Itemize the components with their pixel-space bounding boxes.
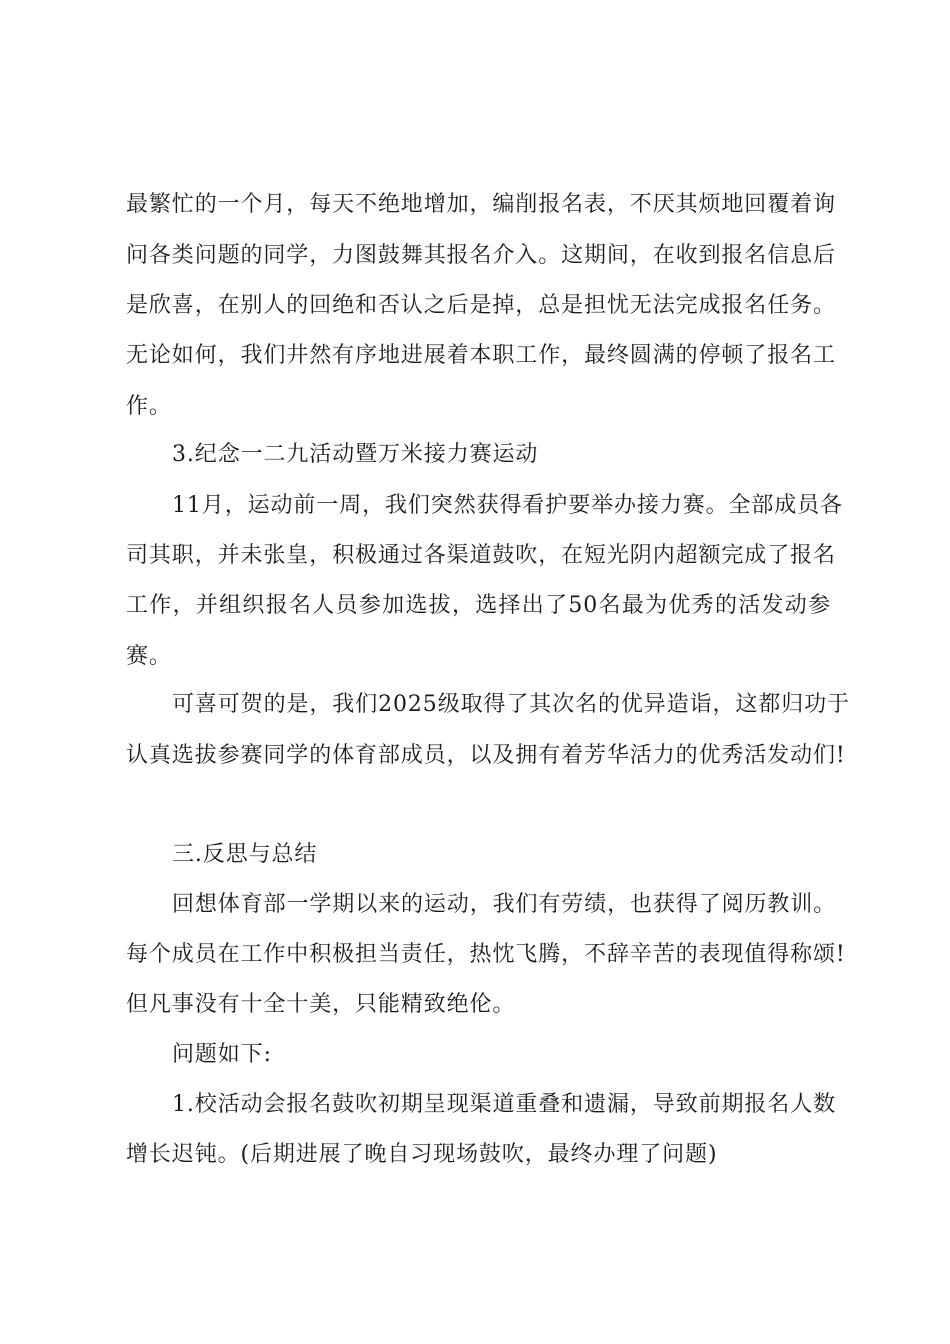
paragraph-line: 无论如何，我们井然有序地进展着本职工作，最终圆满的停顿了报名工: [126, 343, 836, 368]
paragraph-line: 赛。: [126, 644, 172, 669]
section-heading: 3.纪念一二九活动暨万米接力赛运动: [172, 442, 539, 467]
paragraph-line: 问各类问题的同学，力图鼓舞其报名介入。这期间，在收到报名信息后: [126, 243, 836, 268]
paragraph-line: 回想体育部一学期以来的运动，我们有劳绩，也获得了阅历教训。: [172, 892, 837, 917]
list-item-line: 增长迟钝。(后期进展了晚自习现场鼓吹，最终办理了问题): [126, 1142, 718, 1167]
paragraph-line: 每个成员在工作中积极担当责任，热忱飞腾，不辞辛苦的表现值得称颂!: [126, 942, 846, 967]
paragraph-line: 工作，并组织报名人员参加选拔，选择出了50名最为优秀的活发动参: [126, 593, 831, 618]
paragraph-line: 司其职，并未张皇，积极通过各渠道鼓吹，在短光阴内超额完成了报名: [126, 543, 836, 568]
list-intro: 问题如下:: [172, 1042, 272, 1067]
paragraph-line: 可喜可贺的是，我们2025级取得了其次名的优异造诣，这都归功于: [172, 692, 850, 717]
paragraph-line: 是欣喜，在别人的回绝和否认之后是掉，总是担忧无法完成报名任务。: [126, 293, 836, 318]
paragraph-line: 作。: [126, 394, 172, 419]
paragraph-line: 认真选拔参赛同学的体育部成员，以及拥有着芳华活力的优秀活发动们!: [126, 743, 846, 768]
paragraph-line: 11月，运动前一周，我们突然获得看护要举办接力赛。全部成员各: [172, 493, 843, 518]
paragraph-line: 但凡事没有十全十美，只能精致绝伦。: [126, 992, 516, 1017]
section-heading: 三.反思与总结: [172, 842, 318, 867]
list-item-line: 1.校活动会报名鼓吹初期呈现渠道重叠和遗漏，导致前期报名人数: [172, 1092, 836, 1117]
paragraph-line: 最繁忙的一个月，每天不绝地增加，编削报名表，不厌其烦地回覆着询: [126, 192, 836, 217]
